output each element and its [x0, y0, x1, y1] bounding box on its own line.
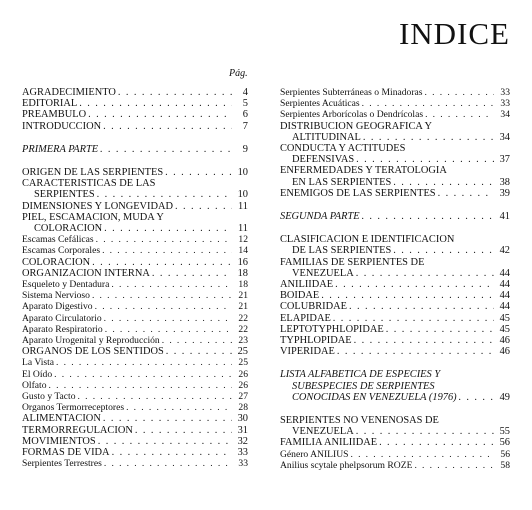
dot-leader	[90, 257, 232, 268]
entry-title: VENEZUELA	[292, 267, 354, 279]
entry-page-number: 4	[242, 87, 248, 98]
entry-title: FAMILIAS DE SERPIENTES DE	[280, 256, 425, 268]
entry-page-number: 25	[237, 346, 248, 358]
toc-entry	[280, 165, 510, 187]
toc-entry-line	[22, 357, 248, 368]
dot-leader	[77, 98, 232, 109]
toc-entry-line	[22, 212, 248, 223]
entry-page-number: 56	[500, 448, 510, 460]
toc-entry-line	[22, 279, 248, 290]
dot-leader	[101, 413, 232, 424]
entry-title: EN LAS SERPIENTES	[292, 176, 392, 188]
toc-entry	[22, 279, 248, 290]
entry-page-number: 55	[499, 426, 510, 438]
entry-page-number: 14	[238, 245, 248, 257]
entry-title: Género ANILIUS	[280, 448, 349, 460]
toc-entry-line	[280, 165, 510, 176]
entry-title: DIMENSIONES Y LONGEVIDAD	[22, 200, 174, 212]
entry-title: LISTA ALFABETICA DE ESPECIES Y	[280, 369, 441, 381]
dot-leader	[423, 109, 494, 120]
toc-entry	[22, 87, 248, 98]
dot-leader	[347, 301, 494, 312]
entry-title: VENEZUELA	[292, 426, 354, 438]
entry-page-number: 34	[499, 131, 510, 143]
entry-title: Serpientes Acuáticas	[280, 98, 360, 110]
toc-entry-line	[280, 369, 510, 380]
entry-title: Escamas Cefálicas	[22, 234, 94, 246]
toc-entry	[280, 98, 510, 109]
toc-entry	[280, 301, 510, 312]
entry-page-number: 44	[499, 279, 510, 291]
dot-leader	[163, 167, 232, 178]
toc-entry	[280, 257, 510, 279]
entry-title: ELAPIDAE	[280, 312, 331, 324]
entry-page-number: 32	[237, 435, 248, 447]
dot-leader	[412, 460, 494, 471]
toc-entry-line	[280, 154, 510, 165]
dot-leader	[100, 245, 232, 256]
entry-page-number: 45	[499, 312, 510, 324]
toc-entry-line	[22, 98, 248, 109]
dot-leader	[103, 324, 232, 335]
toc-entry	[280, 87, 510, 98]
page-column-label: Pág.	[229, 68, 248, 79]
toc-entry	[22, 109, 248, 120]
entry-title: Gusto y Tacto	[22, 391, 76, 403]
toc-entry	[22, 301, 248, 312]
entry-page-number: 18	[238, 279, 248, 291]
entry-title: VIPERIDAE	[280, 346, 335, 358]
dot-leader	[110, 447, 232, 458]
entry-page-number: 46	[499, 346, 510, 358]
toc-entry-line	[22, 313, 248, 324]
entry-title: TYPHLOPIDAE	[280, 335, 352, 347]
toc-entry	[280, 415, 510, 437]
entry-title: Aparato Urogenital y Reproducción	[22, 335, 160, 347]
dot-leader	[102, 313, 232, 324]
entry-title: COLORACION	[22, 256, 91, 268]
entry-title: Aparato Digestivo	[22, 301, 93, 313]
toc-entry	[22, 413, 248, 424]
toc-entry	[22, 98, 248, 109]
entry-page-number: 22	[238, 323, 248, 335]
dot-leader	[95, 189, 232, 200]
toc-entry-line	[280, 290, 510, 301]
dot-leader	[76, 391, 232, 402]
toc-entry-line	[22, 268, 248, 279]
toc-entry-line	[22, 425, 248, 436]
entry-title: Esqueleto y Dentadura	[22, 279, 110, 291]
entry-page-number: 33	[238, 458, 248, 470]
toc-entry	[280, 290, 510, 301]
toc-entry	[22, 380, 248, 391]
entry-title: Aparato Circulatorio	[22, 312, 102, 324]
toc-entry-line	[280, 143, 510, 154]
entry-page-number: 58	[500, 459, 510, 471]
entry-page-number: 5	[242, 98, 248, 110]
dot-leader	[86, 109, 232, 120]
dot-leader	[124, 402, 232, 413]
dot-leader	[109, 279, 232, 290]
dot-leader	[133, 425, 232, 436]
entry-page-number: 9	[242, 143, 248, 155]
entry-title: PIEL, ESCAMACION, MUDA Y	[22, 211, 164, 223]
entry-page-number: 11	[237, 223, 248, 235]
entry-page-number: 26	[238, 379, 248, 391]
entry-title: LEPTOTYPHLOPIDAE	[280, 323, 384, 335]
entry-page-number: 22	[238, 312, 248, 324]
toc-entry-line	[280, 437, 510, 448]
dot-leader	[423, 87, 494, 98]
toc-entry-line	[22, 324, 248, 335]
toc-entry	[22, 201, 248, 212]
entry-page-number: 23	[238, 335, 248, 347]
toc-entry-line	[22, 436, 248, 447]
dot-leader	[391, 177, 494, 188]
toc-entry-line	[280, 109, 510, 120]
dot-leader	[116, 87, 232, 98]
entry-page-number: 6	[242, 109, 248, 121]
toc-entry-line	[22, 290, 248, 301]
dot-leader	[331, 313, 494, 324]
dot-leader	[90, 290, 232, 301]
dot-leader	[102, 458, 232, 469]
entry-page-number: 37	[499, 154, 510, 166]
toc-entry-line	[22, 346, 248, 357]
toc-entry	[280, 335, 510, 346]
toc-left-column	[22, 87, 248, 470]
toc-entry	[22, 458, 248, 469]
toc-entry-line	[280, 245, 510, 256]
toc-entry	[280, 324, 510, 335]
entry-title: INTRODUCCION	[22, 120, 102, 132]
toc-entry-line	[22, 413, 248, 424]
entry-title: MOVIMIENTOS	[22, 435, 96, 447]
dot-leader	[354, 426, 494, 437]
toc-entry-line	[22, 447, 248, 458]
dot-leader	[52, 369, 232, 380]
toc-entry	[280, 369, 510, 403]
entry-title: Organos Termorreceptores	[22, 402, 125, 414]
dot-leader	[457, 392, 494, 403]
entry-title: PRIMERA PARTE	[22, 143, 99, 155]
dot-leader	[384, 324, 494, 335]
toc-entry	[22, 346, 248, 357]
entry-title: DE LAS SERPIENTES	[292, 245, 392, 257]
entry-title: ORGANIZACION INTERNA	[22, 267, 150, 279]
toc-entry-line	[280, 415, 510, 426]
toc-entry	[280, 211, 510, 222]
toc-entry	[22, 436, 248, 447]
entry-page-number: 27	[238, 391, 248, 403]
toc-entry	[280, 121, 510, 143]
entry-page-number: 42	[499, 245, 510, 257]
entry-page-number: 26	[238, 368, 248, 380]
toc-entry	[22, 335, 248, 346]
dot-leader	[54, 357, 232, 368]
entry-page-number: 7	[242, 120, 248, 132]
entry-title: ANILIIDAE	[280, 279, 334, 291]
dot-leader	[102, 223, 232, 234]
entry-page-number: 25	[238, 357, 248, 369]
toc-entry-line	[22, 109, 248, 120]
entry-title: SEGUNDA PARTE	[280, 211, 360, 223]
entry-page-number: 30	[237, 413, 248, 425]
toc-entry-line	[22, 189, 248, 200]
entry-title: Sistema Nervioso	[22, 290, 90, 302]
toc-entry	[22, 324, 248, 335]
entry-page-number: 16	[237, 256, 248, 268]
toc-entry-line	[280, 301, 510, 312]
dot-leader	[98, 144, 232, 155]
toc-entry-line	[280, 449, 510, 460]
dot-leader	[150, 268, 232, 279]
toc-entry	[22, 212, 248, 234]
entry-title: ORGANOS DE LOS SENTIDOS	[22, 346, 164, 358]
toc-entry-line	[280, 121, 510, 132]
toc-entry-line	[280, 381, 510, 392]
toc-entry-line	[280, 392, 510, 403]
toc-entry-line	[280, 234, 510, 245]
entry-title: ENFERMEDADES Y TERATOLOGIA	[280, 165, 447, 177]
toc-entry	[22, 234, 248, 245]
entry-page-number: 46	[499, 335, 510, 347]
entry-page-number: 33	[500, 98, 510, 110]
toc-entry	[22, 290, 248, 301]
entry-page-number: 33	[500, 87, 510, 98]
toc-entry	[22, 121, 248, 132]
entry-title: ALIMENTACION	[22, 413, 101, 425]
entry-title: PREAMBULO	[22, 109, 87, 121]
entry-title: Escamas Corporales	[22, 245, 101, 257]
toc-entry	[22, 178, 248, 200]
toc-entry-line	[280, 257, 510, 268]
dot-leader	[354, 268, 494, 279]
dot-leader	[47, 380, 232, 391]
toc-entry	[22, 313, 248, 324]
entry-title: COLORACION	[34, 223, 103, 235]
toc-entry	[280, 279, 510, 290]
toc-entry	[280, 449, 510, 460]
entry-title: CLASIFICACION E IDENTIFICACION	[280, 234, 455, 246]
toc-entry	[280, 109, 510, 120]
dot-leader	[93, 301, 232, 312]
entry-title: CONOCIDAS EN VENEZUELA (1976)	[292, 391, 457, 403]
entry-page-number: 21	[238, 301, 248, 313]
entry-page-number: 12	[238, 234, 248, 246]
toc-entry-line	[280, 346, 510, 357]
entry-title: BOIDAE	[280, 290, 320, 302]
dot-leader	[360, 98, 494, 109]
entry-title: Aparato Respiratorio	[22, 323, 103, 335]
entry-title: El Oído	[22, 368, 53, 380]
entry-title: DEFENSIVAS	[292, 154, 355, 166]
toc-entry-line	[280, 177, 510, 188]
toc-entry-line	[22, 402, 248, 413]
toc-entry-line	[22, 201, 248, 212]
entry-title: SERPIENTES NO VENENOSAS DE	[280, 415, 439, 427]
toc-entry-line	[22, 245, 248, 256]
toc-entry-line	[280, 335, 510, 346]
toc-entry-line	[22, 178, 248, 189]
entry-title: DISTRIBUCION GEOGRAFICA Y	[280, 120, 433, 132]
toc-entry	[280, 188, 510, 199]
entry-page-number: 21	[238, 290, 248, 302]
entry-page-number: 44	[499, 267, 510, 279]
toc-entry-line	[280, 324, 510, 335]
dot-leader	[377, 437, 494, 448]
toc-entry-line	[280, 426, 510, 437]
toc-entry	[22, 245, 248, 256]
entry-page-number: 44	[499, 301, 510, 313]
toc-entry-line	[22, 223, 248, 234]
entry-page-number: 18	[237, 267, 248, 279]
dot-leader	[94, 234, 232, 245]
dot-leader	[361, 132, 494, 143]
page-title: INDICE	[398, 16, 510, 51]
entry-page-number: 31	[237, 424, 248, 436]
entry-title: FORMAS DE VIDA	[22, 447, 110, 459]
entry-title: Serpientes Subterráneas o Minadoras	[280, 87, 423, 98]
toc-entry-line	[280, 460, 510, 471]
toc-entry-line	[22, 301, 248, 312]
entry-title: EDITORIAL	[22, 98, 78, 110]
toc-entry-line	[22, 87, 248, 98]
entry-title: SERPIENTES	[34, 189, 95, 201]
toc-entry-line	[22, 144, 248, 155]
toc-entry-line	[22, 369, 248, 380]
toc-entry	[22, 357, 248, 368]
toc-entry-line	[22, 234, 248, 245]
dot-leader	[319, 290, 494, 301]
toc-entry-line	[22, 257, 248, 268]
toc-entry	[280, 460, 510, 471]
entry-title: COLUBRIDAE	[280, 301, 347, 313]
entry-page-number: 10	[237, 167, 248, 179]
toc-entry-line	[280, 211, 510, 222]
toc-right-column	[280, 87, 510, 471]
dot-leader	[164, 346, 232, 357]
toc-entry-line	[22, 167, 248, 178]
toc-entry	[22, 402, 248, 413]
toc-entry	[280, 346, 510, 357]
entry-page-number: 38	[499, 176, 510, 188]
entry-page-number: 34	[500, 109, 510, 121]
entry-page-number: 28	[238, 402, 248, 414]
toc-entry	[22, 257, 248, 268]
toc-entry	[22, 425, 248, 436]
toc-entry-line	[280, 279, 510, 290]
dot-leader	[360, 211, 494, 222]
toc-entry-line	[22, 391, 248, 402]
entry-title: SUBESPECIES DE SERPIENTES	[292, 380, 435, 392]
entry-title: Serpientes Terrestres	[22, 458, 102, 470]
entry-title: Olfato	[22, 379, 47, 391]
toc-entry-line	[280, 188, 510, 199]
toc-entry-line	[280, 132, 510, 143]
entry-page-number: 56	[499, 437, 510, 449]
toc-entry	[22, 167, 248, 178]
entry-title: ALTITUDINAL	[292, 131, 361, 143]
entry-page-number: 33	[237, 447, 248, 459]
dot-leader	[101, 121, 232, 132]
entry-title: La Vista	[22, 357, 55, 369]
entry-page-number: 41	[499, 211, 510, 223]
entry-page-number: 10	[237, 189, 248, 201]
dot-leader	[436, 188, 494, 199]
entry-page-number: 45	[499, 323, 510, 335]
entry-page-number: 11	[237, 200, 248, 212]
entry-title: CARACTERISTICAS DE LAS	[22, 178, 156, 190]
toc-entry	[22, 391, 248, 402]
toc-entry-line	[280, 98, 510, 109]
toc-entry	[22, 144, 248, 155]
dot-leader	[333, 279, 494, 290]
toc-entry-line	[280, 268, 510, 279]
toc-entry	[280, 234, 510, 256]
toc-entry	[22, 369, 248, 380]
dot-leader	[335, 346, 494, 357]
entry-title: Anilius scytale phelpsorum ROZE	[280, 459, 413, 471]
toc-entry	[22, 447, 248, 458]
toc-entry	[280, 437, 510, 448]
dot-leader	[160, 335, 232, 346]
dot-leader	[354, 154, 494, 165]
dot-leader	[173, 201, 232, 212]
entry-page-number: 44	[499, 290, 510, 302]
entry-page-number: 39	[499, 187, 510, 199]
entry-title: ENEMIGOS DE LAS SERPIENTES	[280, 187, 436, 199]
entry-page-number: 49	[499, 391, 510, 403]
toc-entry-line	[22, 121, 248, 132]
toc-entry	[280, 313, 510, 324]
entry-title: FAMILIA ANILIIDAE	[280, 437, 378, 449]
toc-entry-line	[22, 458, 248, 469]
entry-title: Serpientes Arborícolas o Dendrícolas	[280, 109, 424, 121]
toc-entry-line	[22, 335, 248, 346]
toc-entry	[22, 268, 248, 279]
dot-leader	[391, 245, 494, 256]
entry-title: AGRADECIMIENTO	[22, 87, 116, 98]
entry-title: ORIGEN DE LAS SERPIENTES	[22, 167, 164, 179]
toc-entry	[280, 143, 510, 165]
entry-title: CONDUCTA Y ACTITUDES	[280, 143, 406, 155]
dot-leader	[348, 449, 494, 460]
dot-leader	[352, 335, 494, 346]
dot-leader	[96, 436, 232, 447]
toc-entry-line	[280, 313, 510, 324]
toc-entry-line	[22, 380, 248, 391]
entry-title: TERMORREGULACION	[22, 424, 133, 436]
toc-entry-line	[280, 87, 510, 98]
